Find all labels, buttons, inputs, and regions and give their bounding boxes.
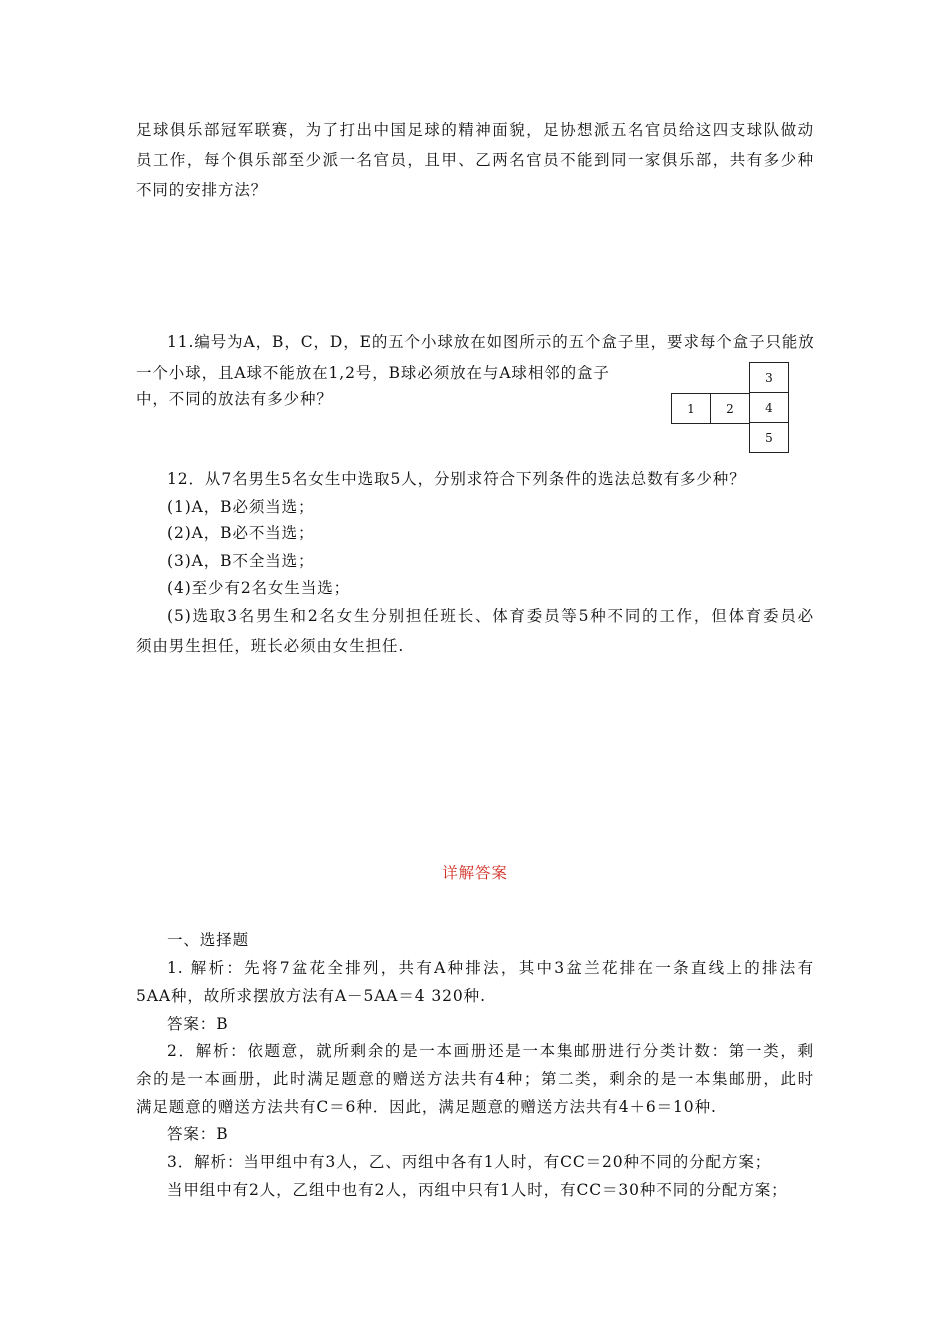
q11-line-2: 一个小球，且A球不能放在1,2号，B球必须放在与A球相邻的盒子 — [136, 364, 610, 382]
q12-part-2: (2)A，B必不当选； — [167, 524, 315, 542]
q12-stem: 12．从7名男生5名女生中选取5人，分别求符合下列条件的选法总数有多少种？ — [167, 470, 746, 488]
q10-line-2: 员工作，每个俱乐部至少派一名官员，且甲、乙两名官员不能到同一家俱乐部，共有多少种 — [136, 151, 814, 169]
answer-3-line-1: 3．解析：当甲组中有3人，乙、丙组中各有1人时，有CC＝20种不同的分配方案； — [167, 1153, 772, 1171]
answer-1-line-1: 1. 解析：先将7盆花全排列，共有A种排法，其中3盆兰花排在一条直线上的排法有 — [167, 959, 814, 977]
section-heading: 一、选择题 — [167, 931, 250, 949]
answer-1-line-2: 5AA种，故所求摆放方法有A－5AA＝4 320种. — [136, 987, 486, 1005]
q11-line-3: 中，不同的放法有多少种？ — [136, 390, 333, 408]
answer-3-line-2: 当甲组中有2人，乙组中也有2人，丙组中只有1人时，有CC＝30种不同的分配方案； — [167, 1181, 788, 1199]
box-5: 5 — [749, 422, 789, 453]
q12-part-1: (1)A，B必须当选； — [167, 498, 315, 516]
q11-line-1: 11.编号为A，B，C，D，E的五个小球放在如图所示的五个盒子里，要求每个盒子只能放 — [167, 333, 815, 351]
answers-heading: 详解答案 — [442, 864, 508, 882]
box-4: 4 — [749, 392, 789, 423]
q12-part-4: (4)至少有2名女生当选； — [167, 579, 351, 597]
box-2: 2 — [710, 393, 750, 424]
answer-2-line-3: 满足题意的赠送方法共有C＝6种．因此，满足题意的赠送方法共有4＋6＝10种. — [136, 1098, 717, 1116]
answer-2-line-1: 2．解析：依题意，就所剩余的是一本画册还是一本集邮册进行分类计数：第一类，剩 — [167, 1042, 814, 1060]
q10-line-1: 足球俱乐部冠军联赛，为了打出中国足球的精神面貌，足协想派五名官员给这四支球队做动 — [136, 121, 814, 139]
answer-2-result: 答案：B — [167, 1125, 229, 1143]
box-3: 3 — [749, 362, 789, 393]
q12-part-3: (3)A，B不全当选； — [167, 552, 315, 570]
q12-part-5b: 须由男生担任，班长必须由女生担任. — [136, 637, 405, 655]
q10-line-3: 不同的安排方法？ — [136, 181, 268, 199]
answer-2-line-2: 余的是一本画册，此时满足题意的赠送方法共有4种；第二类，剩余的是一本集邮册，此时 — [136, 1070, 814, 1088]
q12-part-5a: (5)选取3名男生和2名女生分别担任班长、体育委员等5种不同的工作，但体育委员必 — [167, 607, 814, 625]
box-1: 1 — [671, 393, 711, 424]
answer-1-result: 答案：B — [167, 1015, 229, 1033]
